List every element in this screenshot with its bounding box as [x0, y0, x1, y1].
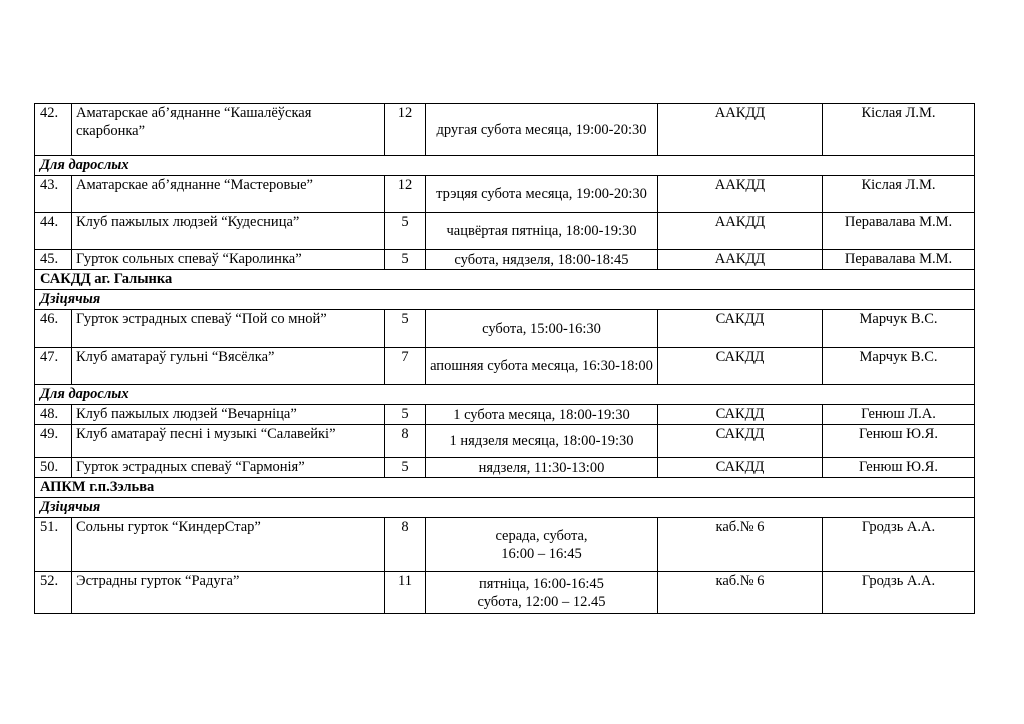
leader-name: Гродзь А.А.: [823, 572, 975, 614]
table-row: [35, 250, 975, 270]
club-name: Сольны гурток “КиндерСтар”: [72, 518, 385, 572]
schedule-time: 1 нядзеля месяца, 18:00-19:30: [426, 425, 658, 458]
schedule-time: трэцяя субота месяца, 19:00-20:30: [426, 176, 658, 213]
club-name: Клуб аматараў гульні “Вясёлка”: [72, 348, 385, 385]
club-name: Аматарскае аб’яднанне “Кашалёўская скарбонка”: [72, 104, 385, 156]
subsection-title: Для дарослых: [35, 156, 975, 176]
member-count: 12: [385, 104, 426, 156]
club-name: Эстрадны гурток “Радуга”: [72, 572, 385, 614]
leader-name: Кіслая Л.М.: [823, 176, 975, 213]
table-row: [35, 176, 975, 213]
table-row: [35, 458, 975, 478]
leader-name: Перавалава М.М.: [823, 250, 975, 270]
table-row: [35, 348, 975, 385]
section-header-row: [35, 270, 975, 290]
row-number: 45.: [35, 250, 72, 270]
table-row: [35, 104, 975, 156]
schedule-time: пятніца, 16:00-16:45 субота, 12:00 – 12.45: [426, 572, 658, 614]
club-name: Клуб пажылых людзей “Кудесница”: [72, 213, 385, 250]
schedule-time: другая субота месяца, 19:00-20:30: [426, 104, 658, 156]
leader-name: Марчук В.С.: [823, 348, 975, 385]
row-number: 48.: [35, 405, 72, 425]
member-count: 5: [385, 213, 426, 250]
section-header-row: [35, 478, 975, 498]
venue: САКДД: [658, 458, 823, 478]
subsection-title: Дзіцячыя: [35, 290, 975, 310]
venue: ААКДД: [658, 250, 823, 270]
row-number: 50.: [35, 458, 72, 478]
member-count: 5: [385, 250, 426, 270]
row-number: 43.: [35, 176, 72, 213]
row-number: 44.: [35, 213, 72, 250]
venue: САКДД: [658, 425, 823, 458]
club-name: Гурток сольных спеваў “Каролинка”: [72, 250, 385, 270]
leader-name: Гродзь А.А.: [823, 518, 975, 572]
schedule-time: нядзеля, 11:30-13:00: [426, 458, 658, 478]
member-count: 5: [385, 310, 426, 348]
subsection-header-row: [35, 290, 975, 310]
subsection-title: Для дарослых: [35, 385, 975, 405]
member-count: 5: [385, 458, 426, 478]
section-title: АПКМ г.п.Зэльва: [35, 478, 975, 498]
club-name: Гурток эстрадных спеваў “Пой со мной”: [72, 310, 385, 348]
leader-name: Перавалава М.М.: [823, 213, 975, 250]
row-number: 51.: [35, 518, 72, 572]
venue: ААКДД: [658, 176, 823, 213]
member-count: 11: [385, 572, 426, 614]
leader-name: Кіслая Л.М.: [823, 104, 975, 156]
row-number: 42.: [35, 104, 72, 156]
schedule-table-body: [35, 104, 975, 614]
venue: каб.№ 6: [658, 572, 823, 614]
member-count: 5: [385, 405, 426, 425]
table-row: [35, 425, 975, 458]
member-count: 8: [385, 425, 426, 458]
member-count: 8: [385, 518, 426, 572]
table-row: [35, 405, 975, 425]
row-number: 52.: [35, 572, 72, 614]
schedule-time: субота, 15:00-16:30: [426, 310, 658, 348]
club-name: Клуб аматараў песні і музыкі “Салавейкі”: [72, 425, 385, 458]
venue: САКДД: [658, 310, 823, 348]
club-name: Клуб пажылых людзей “Вечарніца”: [72, 405, 385, 425]
venue: САКДД: [658, 348, 823, 385]
table-row: [35, 572, 975, 614]
row-number: 46.: [35, 310, 72, 348]
leader-name: Генюш Л.А.: [823, 405, 975, 425]
schedule-time: 1 субота месяца, 18:00-19:30: [426, 405, 658, 425]
subsection-header-row: [35, 498, 975, 518]
venue: каб.№ 6: [658, 518, 823, 572]
subsection-header-row: [35, 156, 975, 176]
row-number: 47.: [35, 348, 72, 385]
club-name: Гурток эстрадных спеваў “Гармонія”: [72, 458, 385, 478]
schedule-time: серада, субота, 16:00 – 16:45: [426, 518, 658, 572]
table-row: [35, 518, 975, 572]
subsection-title: Дзіцячыя: [35, 498, 975, 518]
leader-name: Генюш Ю.Я.: [823, 458, 975, 478]
table-row: [35, 213, 975, 250]
leader-name: Марчук В.С.: [823, 310, 975, 348]
schedule-time: субота, нядзеля, 18:00-18:45: [426, 250, 658, 270]
schedule-time: апошняя субота месяца, 16:30-18:00: [426, 348, 658, 385]
subsection-header-row: [35, 385, 975, 405]
member-count: 7: [385, 348, 426, 385]
schedule-table: [34, 103, 975, 614]
schedule-time: чацвёртая пятніца, 18:00-19:30: [426, 213, 658, 250]
venue: ААКДД: [658, 104, 823, 156]
section-title: САКДД аг. Галынка: [35, 270, 975, 290]
leader-name: Генюш Ю.Я.: [823, 425, 975, 458]
row-number: 49.: [35, 425, 72, 458]
venue: САКДД: [658, 405, 823, 425]
table-row: [35, 310, 975, 348]
member-count: 12: [385, 176, 426, 213]
venue: ААКДД: [658, 213, 823, 250]
club-name: Аматарскае аб’яднанне “Мастеровые”: [72, 176, 385, 213]
